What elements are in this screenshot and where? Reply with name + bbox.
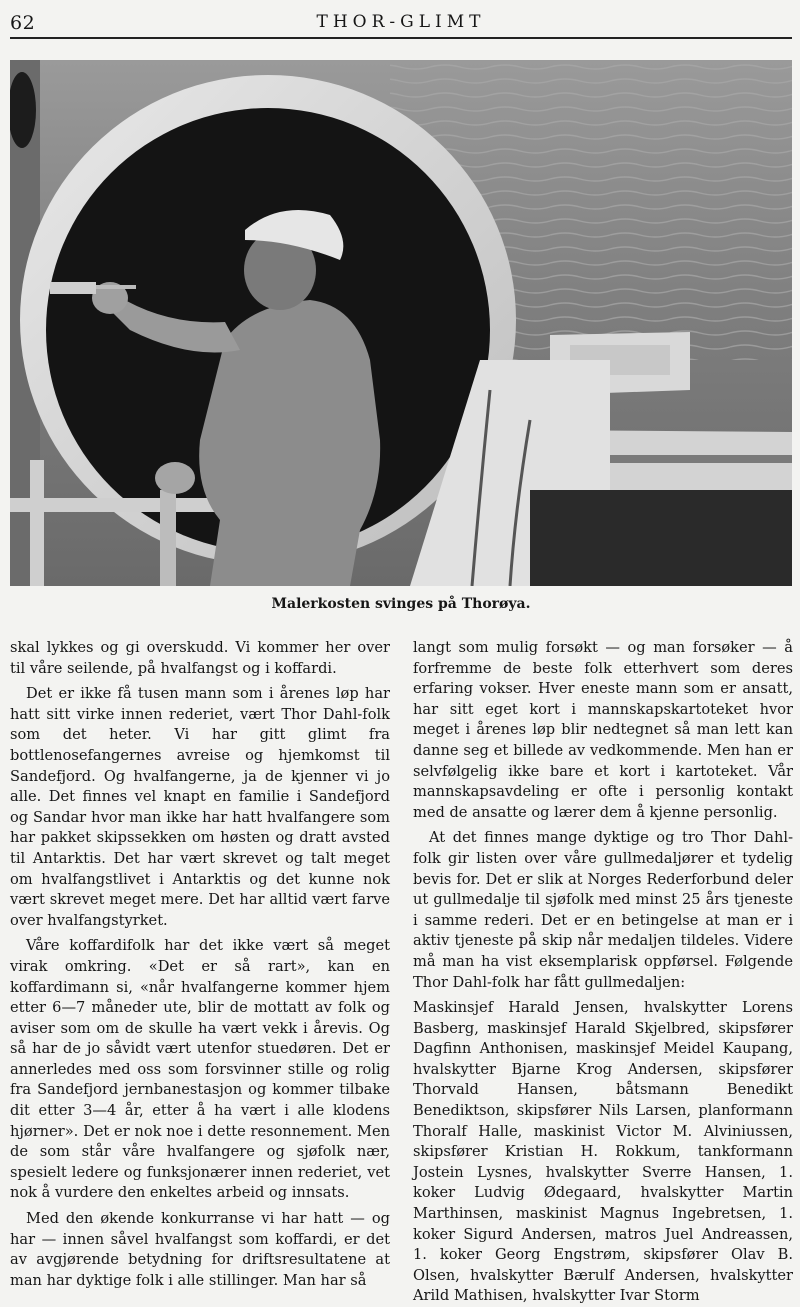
page-header [10,8,792,36]
photo-caption: Malerkosten svinges på Thorøya. [271,596,531,612]
header-rule [10,37,792,39]
page-number: 62 [10,12,36,34]
right-text-column [413,638,793,1307]
paragraph: Maskinsjef Harald Jensen, hvalskytter Lorens Basberg, maskinsjef Harald Skjelbred, skipsfører Dagfinn Anthonisen, maskinsjef Meidel Kaupang, hvalskytter Bjarne Krog Andersen, skipsfører Thorvald Hansen, båtsmann Benedikt Benediktson, skipsfører Nils Larsen, planformann Thoralf Halle, maskinist Victor M. Alviniussen, skipsfører Kristian H. Rokkum, tankformann Jostein Lysnes, hvalskytter Sverre Hansen, 1. koker Ludvig Ødegaard, hvalskytter Martin Marthinsen, maskinist Magnus Ingebretsen, 1. koker Sigurd Andersen, matros Juel Andreassen, 1. koker Georg Engstrøm, skipsfører Olav B. Olsen, hvalskytter Bærulf Andersen, hvalskytter Arild Mathisen, hvalskytter Ivar Storm [413,999,793,1305]
paragraph: Det er ikke få tusen mann som i årenes løp har hatt sitt virke innen rederiet, vært Thor Dahl-folk som det heter. Vi har gitt glimt fra bottlenosefangernes avreise og hjemkomst til Sandefjord. Og hvalfangerne, ja de kjenner vi jo alle. Det finnes vel knapt en familie i Sandefjord og Sandar hvor man ikke har hatt hvalfangere som har pakket skipssekken om høsten og dratt avsted til Antarktis. Det har vært skrevet og talt meget om hvalfangstlivet i Antarktis og det kunne nok vært skrevet meget mere. Det har alltid vært farve over hvalfangstyrket. [10,685,390,929]
paragraph: At det finnes mange dyktige og tro Thor Dahl-folk gir listen over våre gullmedaljører et tydelig bevis for. Det er slik at Norges Rederforbund deler ut gullmedalje til sjøfolk med minst 25 års tjeneste i samme rederi. Det er en betingelse at man er i aktiv tjeneste på skip når medaljen tildeles. Videre må man ha vist eksemplarisk oppførsel. Følgende Thor Dahl-folk har fått gullmedaljen: [413,829,793,991]
paragraph: Våre koffardifolk har det ikke vært så meget virak omkring. «Det er så rart», kan en koffardimann si, «når hvalfangerne kommer hjem etter 6—7 måneder ute, blir de mottatt av folk og aviser som om de skulle ha vært vekk i årevis. Og så har de jo såvidt vært utenfor stuedøren. Det er annerledes med oss som forsvinner stille og rolig fra Sandefjord jernbanestasjon og kommer tilbake dit etter 3—4 år, etter å ha vært i alle klodens hjørner». Det er nok noe i dette resonnement. Men de som står våre hvalfangere og sjøfolk nær, spesielt ledere og funksjonærer innen rederiet, vet nok å vurdere den enkeltes arbeid og innsats. [10,937,390,1202]
photo-painter-on-deck [10,60,792,586]
paragraph: Med den økende konkurranse vi har hatt — og har — innen såvel hvalfangst som koffardi, er det av avgjørende betydning for driftsresultatene at man har dyktige folk i alle stillinger. Man har så [10,1210,390,1289]
paragraph: langt som mulig forsøkt — og man forsøker — å forfremme de beste folk etterhvert som deres erfaring vokser. Hver eneste mann som er ansatt, har sitt eget kort i mannskapskartoteket hvor meget i årenes løp blir nedtegnet så man lett kan danne seg et billede av vedkommende. Men han er selvfølgelig ikke bare et kort i kartoteket. Vår mannskapsavdeling er ofte i personlig kontakt med de ansatte og lærer dem å kjenne personlig. [413,639,793,821]
paragraph: skal lykkes og gi overskudd. Vi kommer her over til våre seilende, på hvalfangst og i koffardi. [10,639,390,677]
left-text-column [10,638,390,1291]
running-title: THOR-GLIMT [316,12,486,32]
